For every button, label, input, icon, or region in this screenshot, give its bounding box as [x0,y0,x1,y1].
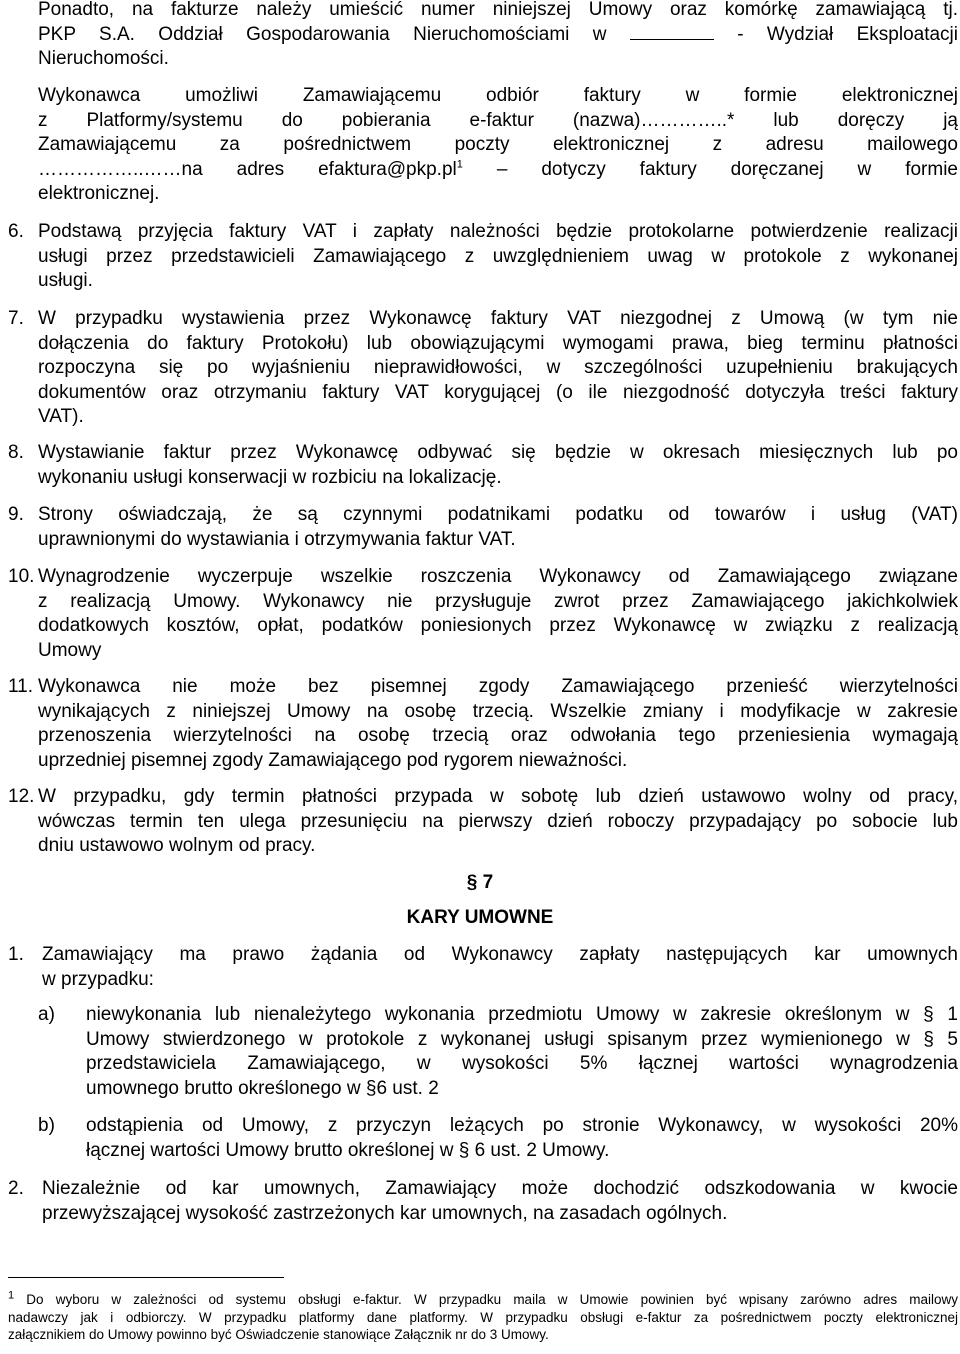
penalty-line: łącznej wartości Umowy brutto określonej w § 6 ust. 2 Umowy. [86,1139,610,1161]
item-line: Wykonawca nie może bez pisemnej zgody Zamawiającego przenieść wierzytelności [38,676,958,697]
item-number: 9. [8,504,24,525]
item-8-text [38,441,958,490]
item-line: Wystawianie faktur przez Wykonawcę odbywać się będzie w okresach miesięcznych lub po [38,442,958,463]
item-line: uprzedniej pisemnej zgody Zamawiającego pod rygorem nieważności. [38,749,628,771]
item-line: Umowy [38,639,102,661]
item-number: 12. [8,786,35,807]
penalty-b-text [86,1114,958,1163]
intro-line-1: Ponadto, na fakturze należy umieścić numer niniejszej Umowy oraz komórkę zamawiającą tj. [38,0,958,20]
section-number: § 7 [466,872,494,893]
intro-line-2 [38,23,958,48]
item-line: wynikających z niniejszej Umowy na osobę trzecią. Wszelkie zmiany i modyfikacje w zakresie [38,700,958,722]
item-line: W przypadku wystawienia przez Wykonawcę faktury VAT niezgodnej z Umową (w tym nie [38,308,958,329]
item-line: Wynagrodzenie wyczerpuje wszelkie roszczenia Wykonawcy od Zamawiającego związane [38,566,958,587]
intro-line-2a: PKP S.A. Oddział Gospodarowania Nieruchomościami w [38,23,607,45]
penalty-line: umownego brutto określonego w §6 ust. 2 [86,1077,439,1099]
item-line: wykonaniu usługi konserwacji w rozbiciu na lokalizację. [38,466,502,488]
einvoice-line-2: z Platformy/systemu do pobierania e-faktur (nazwa)…………..* lub doręczy ją [38,109,958,131]
item-11-text [38,675,958,773]
footnote [8,1291,958,1344]
item-line: VAT). [38,406,84,427]
item-line: przenoszenia wierzytelności na osobę trzecią oraz odwołania tego przeniesienia wymagają [38,725,958,746]
item-number: 6. [8,221,24,242]
footnote-line-3: załącznikiem do Umowy powinno być Oświadczenie stanowiące Załącznik nr do 3 Umowy. [8,1327,549,1342]
section-title: KARY UMOWNE [406,907,554,928]
einvoice-paragraph [38,84,958,207]
item-7-text [38,307,958,430]
penalty-line: w przypadku: [42,968,154,990]
penalty-line: przedstawiciela Zamawiającego, w wysokości 5% łącznej wartości wynagrodzenia [86,1053,958,1074]
item-number: 10. [8,566,35,587]
penalty-line: Zamawiający ma prawo żądania od Wykonawcy zapłaty następujących kar umownych [42,944,958,965]
item-line: Podstawą przyjęcia faktury VAT i zapłaty należności będzie protokolarne potwierdzenie realizacji [38,221,958,242]
intro-line-3: Nieruchomości. [38,48,169,69]
einvoice-line-4-tail: – dotyczy faktury doręczanej w formie [462,158,958,180]
einvoice-line-1: Wykonawca umożliwi Zamawiającemu odbiór faktury w formie elektronicznej [38,85,958,106]
penalty-line: odstąpienia od Umowy, z przyczyn leżących po stronie Wykonawcy, w wysokości 20% [86,1115,958,1136]
item-9-text [38,503,958,552]
penalty-2-text [42,1177,958,1226]
item-line: z realizacją Umowy. Wykonawcy nie przysługuje zwrot przez Zamawiającego jakichkolwiek [38,590,958,612]
einvoice-line-3: Zamawiającemu za pośrednictwem poczty elektronicznej z adresu mailowego [38,134,958,155]
penalty-line: Niezależnie od kar umownych, Zamawiający może dochodzić odszkodowania w kwocie [42,1178,958,1199]
penalty-line: przewyższającej wysokość zastrzeżonych kar umownych, na zasadach ogólnych. [42,1202,728,1224]
penalty-number: 2. [8,1178,24,1199]
einvoice-line-5: elektronicznej. [38,183,160,204]
penalty-1-text [42,943,958,992]
penalty-number: 1. [8,944,24,965]
item-line: W przypadku, gdy termin płatności przypada w sobotę lub dzień ustawowo wolny od pracy, [38,786,958,807]
intro-paragraph [38,0,958,72]
footnote-ref: 1 [456,158,463,171]
footnote-line-2: nadawczy jak i odbiorczy. W przypadku platformy dane platformy. W przypadku obsługi e-faktur za pośrednictwem poczty elektronicznej [8,1309,958,1325]
item-line: dołączenia do faktury Protokołu) lub obowiązującymi wymogami prawa, bieg terminu płatności [38,332,958,354]
item-line: dokumentów oraz otrzymaniu faktury VAT korygującej (o ile niezgodność dotyczyła treści faktury [38,381,958,403]
footnote-separator [8,1277,284,1278]
item-line: usługi przez przedstawicieli Zamawiającego z uwzględnieniem uwag w protokole z wykonanej [38,245,958,267]
einvoice-line-4 [38,158,958,183]
item-12-text [38,785,958,859]
footnote-line-1-text: Do wyboru w zależności od systemu obsługi e-faktur. W przypadku maila w Umowie powinien być wpisany zarówno adres mailowy [14,1292,958,1307]
penalty-a-text [86,1003,958,1101]
item-10-text [38,565,958,663]
item-line: rozpoczyna się po wyjaśnieniu nieprawidłowości, w szczególności uzupełnieniu brakujących [38,357,958,378]
item-line: wówczas termin ten ulega przesunięciu na pierwszy dzień roboczy przypadający po sobocie lub [38,810,958,832]
item-6-text [38,220,958,294]
penalty-line: niewykonania lub nienależytego wykonania przedmiotu Umowy w zakresie określonym w § 1 [86,1004,958,1025]
item-line: usługi. [38,270,93,291]
item-line: Strony oświadczają, że są czynnymi podatnikami podatku od towarów i usług (VAT) [38,504,958,525]
footnote-line-1 [8,1291,958,1309]
penalty-sub-label: a) [38,1004,55,1025]
item-line: dniu ustawowo wolnym od pracy. [38,835,316,856]
item-line: uprawnionymi do wystawiania i otrzymywania faktur VAT. [38,528,516,550]
intro-line-2b: - Wydział Eksploatacji [737,23,958,45]
einvoice-line-4-text: ……………..……na adres efaktura@pkp.pl [38,158,457,180]
penalty-line: Umowy stwierdzonego w protokole z wykonanej usługi spisanym przez wymienionego w § 5 [86,1028,958,1050]
item-number: 11. [8,676,34,697]
footnote-mark: 1 [8,1289,15,1302]
item-number: 7. [8,308,24,329]
penalty-sub-label: b) [38,1115,55,1136]
blank-line [630,23,714,40]
item-number: 8. [8,442,24,463]
item-line: dodatkowych kosztów, opłat, podatków poniesionych przez Wykonawcę w związku z realizacją [38,615,958,636]
